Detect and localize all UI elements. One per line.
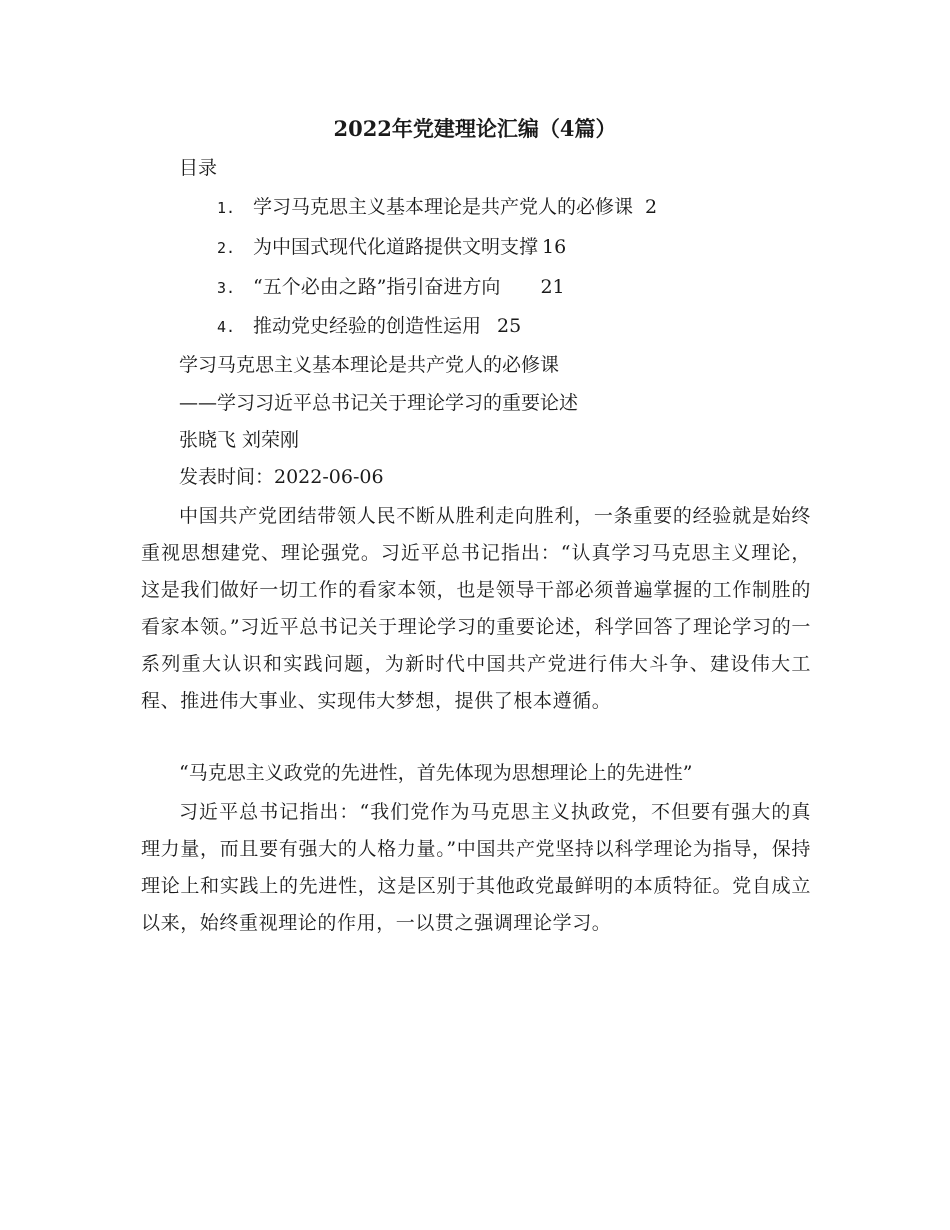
toc-item-2[interactable] — [217, 233, 566, 262]
toc-item-text: “五个必由之路”指引奋进方向 — [253, 276, 501, 298]
toc-item-page: 16 — [542, 236, 567, 258]
toc-item-page: 2 — [645, 196, 658, 218]
article-paragraph-1: 中国共产党团结带领人民不断从胜利走向胜利，一条重要的经验就是始终重视思想建党、理论强党。习近平总书记指出：“认真学习马克思主义理论，这是我们做好一切工作的看家本领，也是领导干部必须普遍掌握的工作制胜的看家本领。”习近平总书记关于理论学习的重要论述，科学回答了理论学习的一系列重大认识和实践问题，为新时代中国共产党进行伟大斗争、建设伟大工程、推进伟大事业、实现伟大梦想，提供了根本遵循。 — [141, 505, 811, 712]
toc-item-number: 1. — [217, 199, 236, 217]
article-authors: 张晓飞 刘荣刚 — [179, 429, 300, 451]
toc-item-number: 3. — [217, 279, 236, 297]
toc-item-number: 2. — [217, 239, 236, 257]
toc-item-1[interactable] — [217, 193, 657, 222]
toc-item-text: 学习马克思主义基本理论是共产党人的必修课 — [253, 196, 634, 218]
toc-item-page: 25 — [497, 315, 522, 337]
toc-heading: 目录 — [179, 157, 218, 179]
article-subheading: ——学习习近平总书记关于理论学习的重要论述 — [179, 392, 579, 414]
toc-item-page: 21 — [540, 276, 565, 298]
toc-item-text: 为中国式现代化道路提供文明支撑 — [253, 236, 539, 258]
article-heading: 学习马克思主义基本理论是共产党人的必修课 — [179, 354, 560, 376]
toc-item-number: 4. — [217, 318, 236, 336]
section-title: “马克思主义政党的先进性，首先体现为思想理论上的先进性” — [179, 762, 693, 784]
document-title: 2022年党建理论汇编（4篇） — [333, 116, 617, 141]
toc-item-3[interactable] — [217, 273, 565, 302]
toc-item-text: 推动党史经验的创造性运用 — [253, 315, 482, 337]
article-date: 发表时间：2022-06-06 — [179, 466, 384, 488]
toc-item-4[interactable] — [217, 312, 521, 341]
article-paragraph-2: 习近平总书记指出：“我们党作为马克思主义执政党，不但要有强大的真理力量，而且要有强大的人格力量。”中国共产党坚持以科学理论为指导，保持理论上和实践上的先进性，这是区别于其他政党最鲜明的本质特征。党自成立以来，始终重视理论的作用，一以贯之强调理论学习。 — [141, 801, 811, 934]
